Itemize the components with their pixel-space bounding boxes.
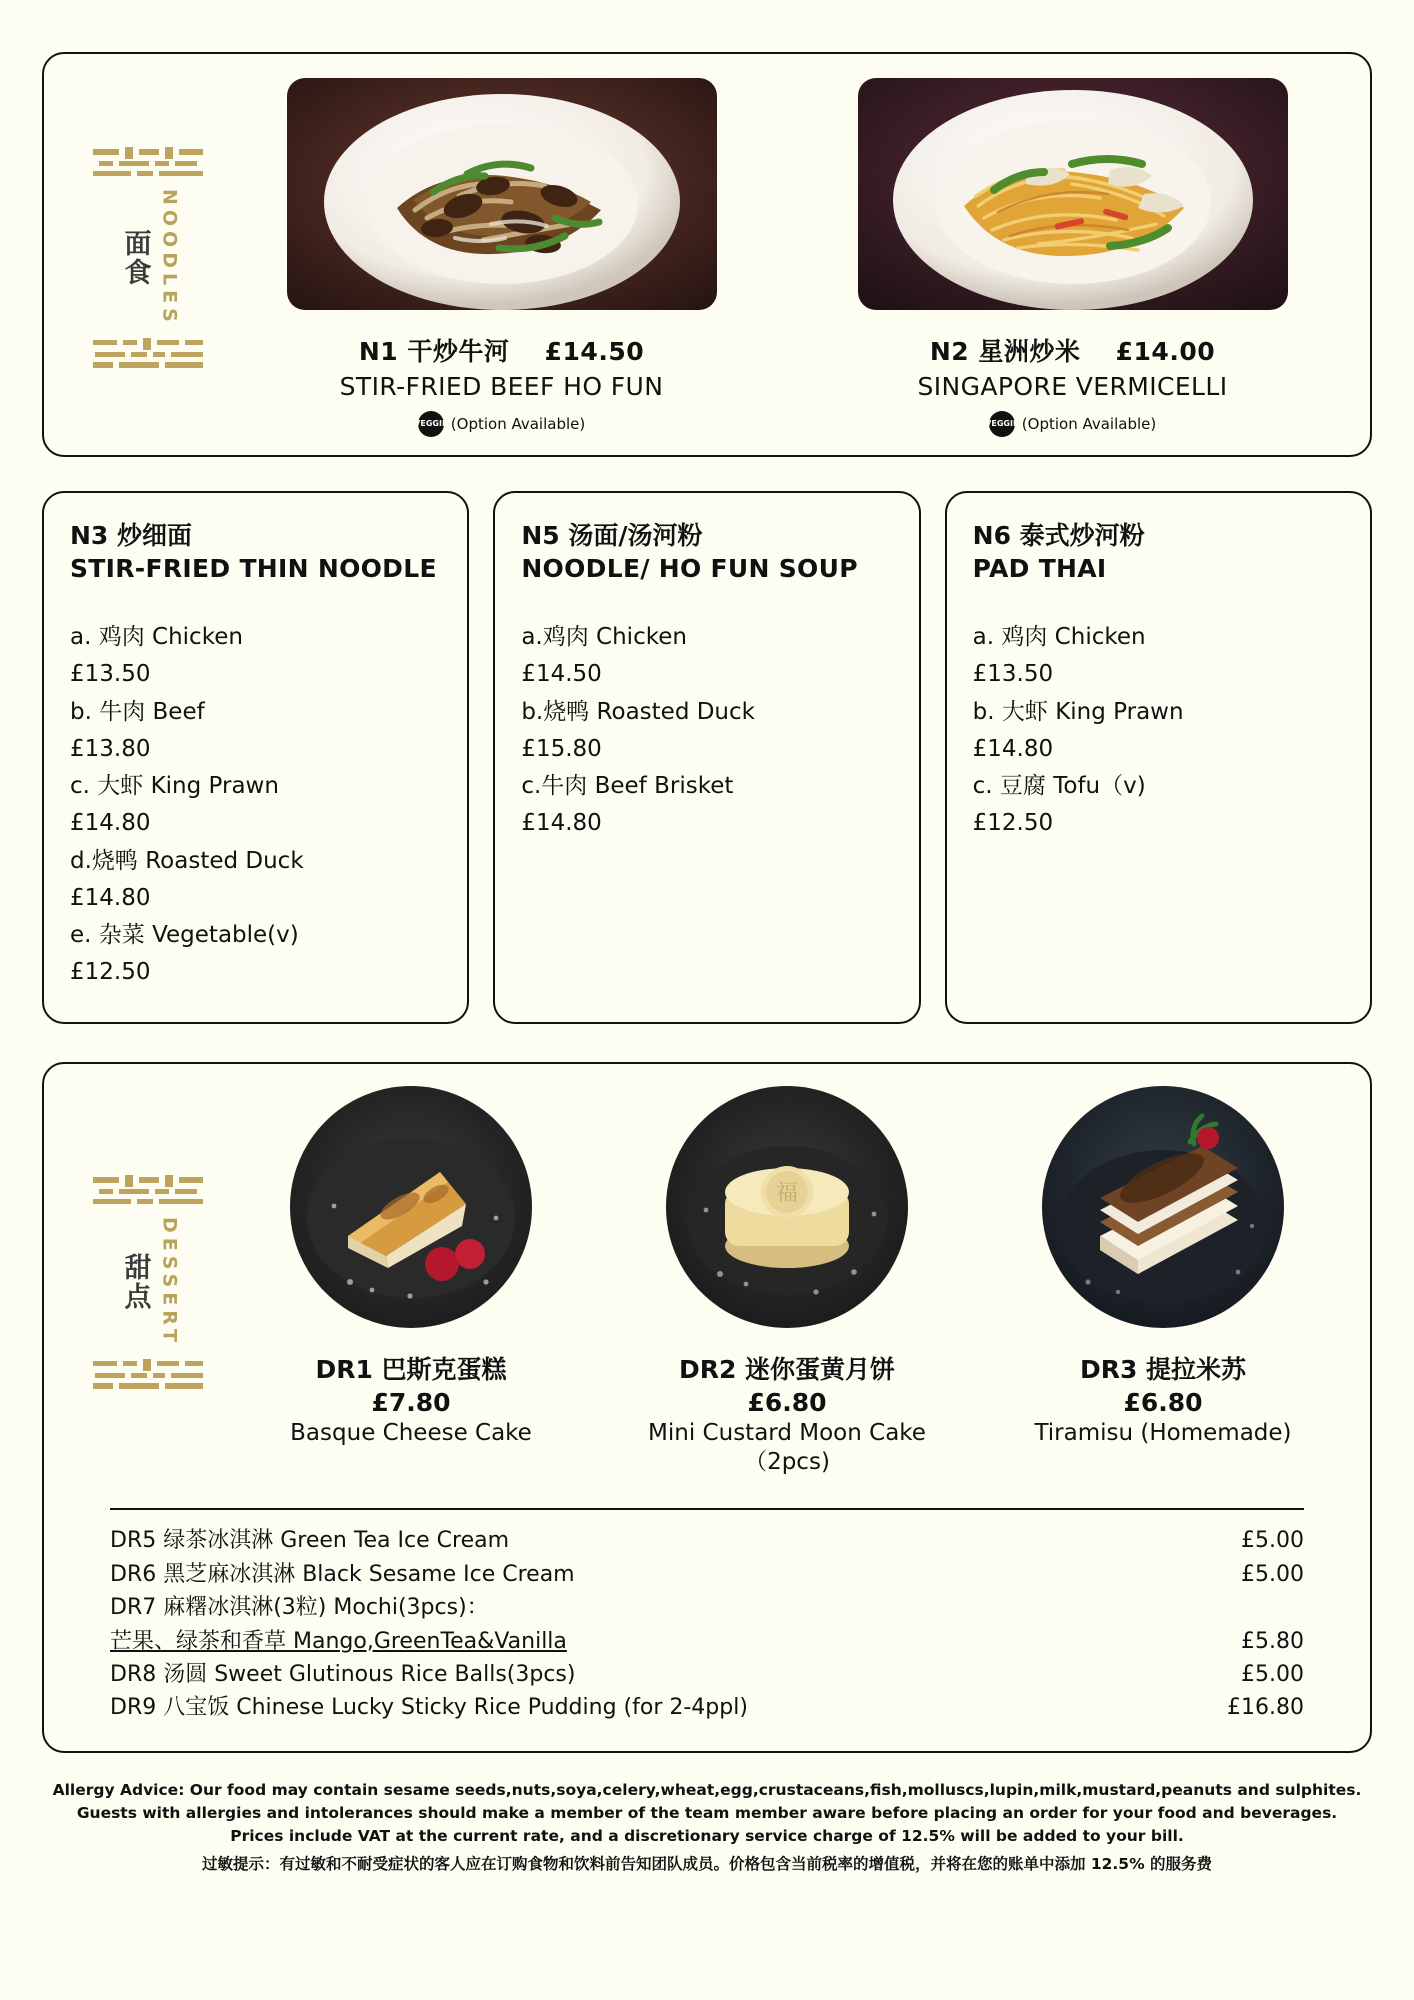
option-line: £12.50 [972, 810, 1054, 837]
noodle-card-n3-heading [70, 519, 441, 585]
noodles-label-cn: 面食 [119, 228, 151, 287]
dessert-side-label [68, 1086, 228, 1479]
item-name: DR8 汤圆 Sweet Glutinous Rice Balls(3pcs) [110, 1662, 576, 1688]
veggie-badge-text: VEGGIE [985, 419, 1019, 428]
dish-n2 [858, 78, 1288, 437]
dessert-dr3-en: Tiramisu (Homemade) [1034, 1419, 1292, 1446]
option-line: £13.80 [70, 735, 151, 762]
dish-n1 [287, 78, 717, 437]
noodles-label-en: NOODLES [158, 188, 181, 327]
noodle-card-n6-options [973, 619, 1344, 843]
ornament-bottom-icon [89, 336, 207, 370]
item-name: DR9 八宝饭 Chinese Lucky Sticky Rice Pudding (for 2-4ppl) [110, 1695, 748, 1721]
dish-n2-option-row [858, 411, 1288, 437]
option-line: c.牛肉 Beef Brisket [521, 773, 734, 799]
option-line: £14.80 [521, 810, 602, 837]
dish-n2-code: N2 [929, 337, 970, 366]
dessert-dr1-en: Basque Cheese Cake [290, 1419, 532, 1446]
dessert-dr3 [1003, 1086, 1323, 1449]
noodle-card-n5-heading [521, 519, 892, 585]
dessert-dr2 [627, 1086, 947, 1479]
noodles-section [42, 52, 1372, 457]
option-line: £15.80 [521, 735, 602, 762]
dessert-dr3-price: £6.80 [1123, 1387, 1203, 1417]
veggie-badge-text: VEGGIE [414, 419, 448, 428]
dessert-grid [228, 1086, 1346, 1479]
dessert-dr2-en: Mini Custard Moon Cake（2pcs) [648, 1419, 926, 1476]
item-price: £5.00 [1241, 1528, 1304, 1554]
allergy-text-en: Allergy Advice: Our food may contain sesame seeds,nuts,soya,celery,wheat,egg,crustaceans,fish,molluscs,lupin,milk,mustard,peanuts and sulphites. Guests with allergies and intolerances should make a member of the team member aware before placing an order for your food and beverages. Prices include VAT at the current rate, and a discretionary service charge of 12.5% will be added to your bill. [52, 1780, 1362, 1846]
noodle-cards-row [42, 491, 1372, 1024]
option-line: b.烧鸭 Roasted Duck [521, 698, 755, 725]
dessert-dr2-name: DR2 迷你蛋黄月饼 [678, 1354, 896, 1384]
table-row [110, 1658, 1304, 1691]
dessert-label-en: DESSERT [158, 1216, 181, 1347]
option-line: e. 杂菜 Vegetable(v) [70, 922, 299, 948]
option-line: b. 牛肉 Beef [70, 698, 205, 725]
noodle-card-n6 [945, 491, 1372, 1024]
dessert-label-cn: 甜点 [119, 1252, 151, 1311]
dessert-dr2-photo [666, 1086, 908, 1328]
noodles-side-label [68, 78, 228, 437]
dish-n2-photo [858, 78, 1288, 310]
option-line: £13.50 [972, 661, 1054, 688]
option-line: a. 鸡肉 Chicken [70, 624, 243, 650]
dessert-dr2-price: £6.80 [747, 1387, 827, 1417]
option-line: c. 豆腐 Tofu（v) [972, 773, 1146, 799]
option-line: a.鸡肉 Chicken [521, 624, 687, 650]
dish-n1-price: £14.50 [544, 337, 645, 366]
dessert-dr1 [251, 1086, 571, 1449]
table-row [110, 1558, 1304, 1591]
item-name: 芒果、绿茶和香草 Mango,GreenTea&Vanilla [110, 1628, 567, 1654]
veggie-badge-icon [985, 411, 1019, 437]
option-line: £14.80 [70, 884, 151, 911]
item-price: £16.80 [1227, 1695, 1304, 1721]
noodle-card-n3-en: STIR-FRIED THIN NOODLE [70, 554, 437, 583]
allergy-footer [42, 1771, 1372, 1892]
dessert-dr3-name: DR3 提拉米苏 [1079, 1354, 1247, 1384]
option-line: £12.50 [70, 959, 151, 986]
dessert-dr1-price: £7.80 [371, 1387, 451, 1417]
noodle-card-n3-code-cn: N3 炒细面 [70, 521, 193, 550]
dessert-dr1-name: DR1 巴斯克蛋糕 [315, 1354, 507, 1384]
ornament-top-icon [89, 1173, 207, 1207]
dish-n2-title [858, 332, 1288, 368]
item-name: DR7 麻糬冰淇淋(3粒) Mochi(3pcs)： [110, 1595, 489, 1621]
noodle-card-n6-en: PAD THAI [972, 554, 1107, 583]
dish-n1-photo [287, 78, 717, 310]
option-line: £13.50 [70, 661, 151, 688]
dish-n2-cn: 星洲炒米 [978, 337, 1081, 366]
dish-n1-code: N1 [358, 337, 399, 366]
noodle-card-n5-options [521, 619, 892, 843]
ornament-top-icon [89, 145, 207, 179]
option-line: £14.80 [70, 810, 151, 837]
ornament-bottom-icon [89, 1357, 207, 1391]
allergy-text-cn: 过敏提示：有过敏和不耐受症状的客人应在订购食物和饮料前告知团队成员。价格包含当前税率的增值税，并将在您的账单中添加 12.5% 的服务费 [201, 1854, 1213, 1873]
noodle-card-n5-en: NOODLE/ HO FUN SOUP [521, 554, 858, 583]
option-line: £14.80 [972, 735, 1054, 762]
dessert-dr1-photo [290, 1086, 532, 1328]
dish-n1-title [287, 332, 717, 368]
option-line: c. 大虾 King Prawn [70, 773, 279, 799]
dish-n1-option-row [287, 411, 717, 437]
item-price: £5.00 [1241, 1561, 1304, 1587]
item-price: £5.00 [1241, 1662, 1304, 1688]
dish-n2-en: SINGAPORE VERMICELLI [917, 372, 1228, 401]
noodle-card-n5 [493, 491, 920, 1024]
dish-n2-price: £14.00 [1115, 337, 1216, 366]
table-row [110, 1524, 1304, 1557]
dish-n2-option-note: (Option Available) [1021, 415, 1157, 433]
item-price: £5.80 [1241, 1628, 1304, 1654]
noodle-dish-grid [228, 78, 1346, 437]
dish-n1-cn: 干炒牛河 [407, 337, 510, 366]
noodle-card-n3-options [70, 619, 441, 992]
dessert-top-row [68, 1086, 1346, 1479]
dish-n1-en: STIR-FRIED BEEF HO FUN [339, 372, 664, 401]
option-line: a. 鸡肉 Chicken [972, 624, 1146, 650]
noodle-card-n6-code-cn: N6 泰式炒河粉 [972, 521, 1145, 550]
noodle-card-n3 [42, 491, 469, 1024]
item-name: DR6 黑芝麻冰淇淋 Black Sesame Ice Cream [110, 1561, 575, 1587]
option-line: d.烧鸭 Roasted Duck [70, 847, 304, 874]
option-line: b. 大虾 King Prawn [972, 698, 1184, 725]
noodle-card-n6-heading [973, 519, 1344, 585]
table-row [110, 1691, 1304, 1724]
dish-n1-option-note: (Option Available) [450, 415, 586, 433]
dessert-section [42, 1062, 1372, 1753]
svg-text:福: 福 [775, 1180, 799, 1206]
veggie-badge-icon [414, 411, 448, 437]
table-row [110, 1625, 1304, 1658]
option-line: £14.50 [521, 661, 602, 688]
item-name: DR5 绿茶冰淇淋 Green Tea Ice Cream [110, 1528, 510, 1554]
table-row [110, 1591, 1304, 1624]
dessert-dr3-photo [1042, 1086, 1284, 1328]
noodle-card-n5-code-cn: N5 汤面/汤河粉 [521, 521, 703, 550]
dessert-extras-table [110, 1508, 1304, 1725]
